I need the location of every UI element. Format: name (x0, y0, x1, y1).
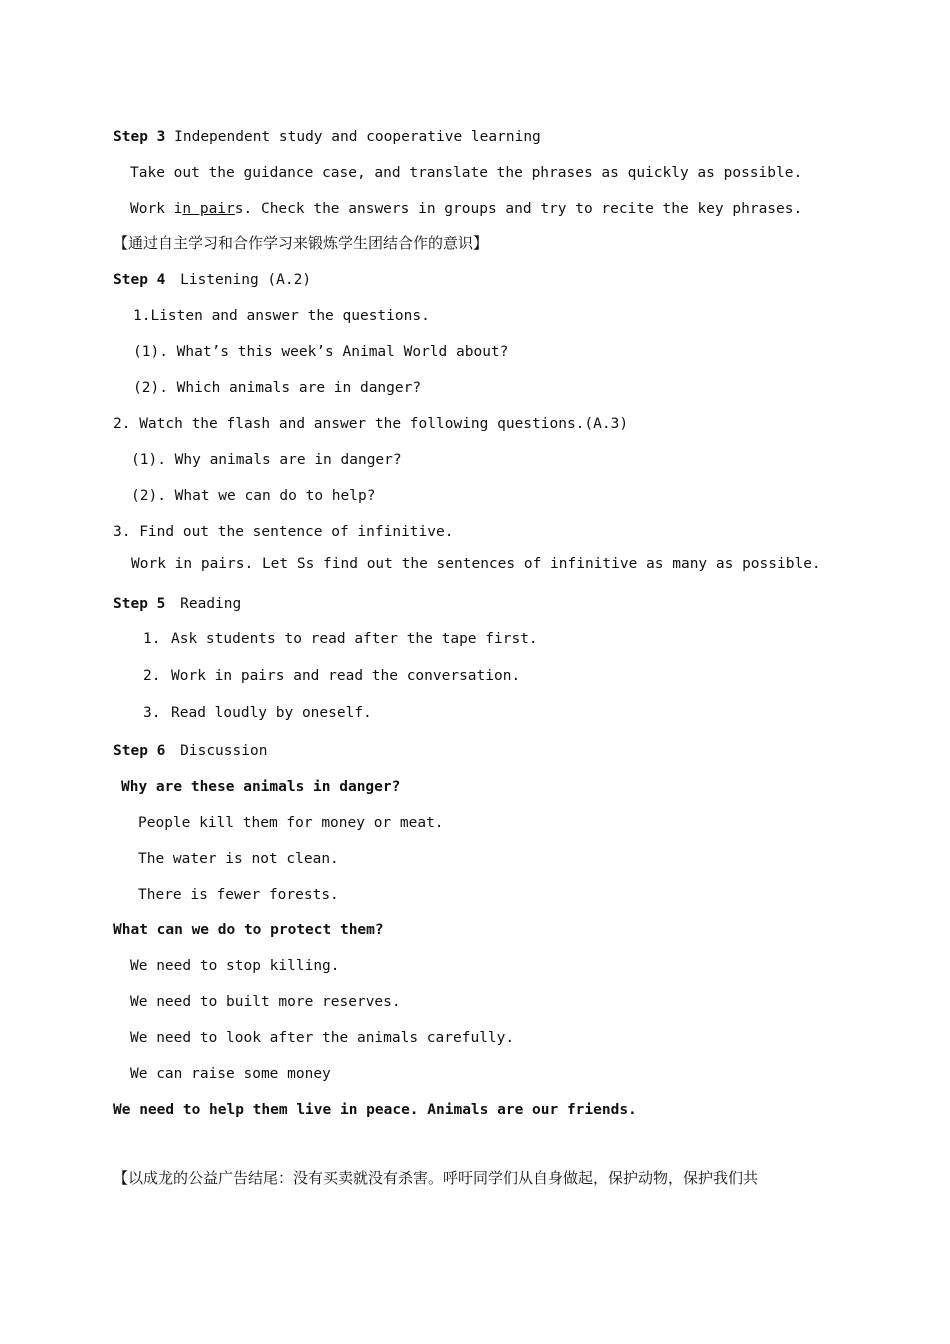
step4-q1: 1.Listen and answer the questions. (133, 308, 430, 324)
step4-q2: 2. Watch the flash and answer the following questions.(A.3) (113, 416, 629, 432)
step5-item (143, 666, 520, 686)
step4-heading (113, 270, 311, 290)
step6-question2: What can we do to protect them? (113, 922, 384, 938)
step3-line2-c: s. Check the answers in groups and try to recite the key phrases. (234, 201, 803, 217)
step5-title: Reading (180, 596, 242, 612)
step4-q1a: (1). What’s this week’s Animal World about? (133, 344, 509, 360)
step4-q3: 3. Find out the sentence of infinitive. (113, 524, 454, 540)
step5-item-num: 2. (143, 668, 161, 684)
step6-answer: People kill them for money or meat. (138, 815, 444, 831)
step5-item (143, 629, 538, 649)
step3-label: Step 3 (113, 129, 166, 145)
step3-line2-a: Work i (130, 201, 183, 217)
step6-label: Step 6 (113, 743, 166, 759)
step3-line2-underlined: n pair (182, 201, 235, 217)
step5-item-text: Work in pairs and read the conversation. (171, 668, 521, 684)
step3-title: Independent study and cooperative learning (174, 129, 541, 145)
note-ending: 【以成龙的公益广告结尾：没有买卖就没有杀害。呼吁同学们从自身做起，保护动物，保护我们共 (113, 1169, 759, 1187)
step6-answer: The water is not clean. (138, 851, 339, 867)
step5-item (143, 703, 372, 723)
step5-item-num: 3. (143, 705, 161, 721)
step3-line2 (130, 199, 802, 219)
step4-q3a: Work in pairs. Let Ss find out the sentences of infinitive as many as possible. (131, 556, 821, 572)
step5-item-num: 1. (143, 631, 161, 647)
step6-answer: We need to built more reserves. (130, 994, 401, 1010)
step6-answer: We can raise some money (130, 1066, 331, 1082)
step4-q1b: (2). Which animals are in danger? (133, 380, 422, 396)
step6-heading (113, 741, 267, 761)
step6-answer: There is fewer forests. (138, 887, 339, 903)
step4-label: Step 4 (113, 272, 166, 288)
step4-q2a: (1). Why animals are in danger? (131, 452, 402, 468)
step6-answer: We need to look after the animals carefully. (130, 1030, 515, 1046)
step4-q2b: (2). What we can do to help? (131, 488, 376, 504)
step6-answer: We need to stop killing. (130, 958, 340, 974)
step4-title: Listening (A.2) (180, 272, 312, 288)
step3-line1: Take out the guidance case, and translate the phrases as quickly as possible. (130, 165, 803, 181)
step5-item-text: Ask students to read after the tape first. (171, 631, 538, 647)
step6-question1: Why are these animals in danger? (121, 779, 401, 795)
note-cooperation: 【通过自主学习和合作学习来锻炼学生团结合作的意识】 (113, 234, 489, 252)
step6-title: Discussion (180, 743, 268, 759)
step5-item-text: Read loudly by oneself. (171, 705, 372, 721)
step5-label: Step 5 (113, 596, 166, 612)
step3-heading (113, 127, 541, 147)
step6-conclusion: We need to help them live in peace. Animals are our friends. (113, 1102, 637, 1118)
step5-heading (113, 594, 241, 614)
